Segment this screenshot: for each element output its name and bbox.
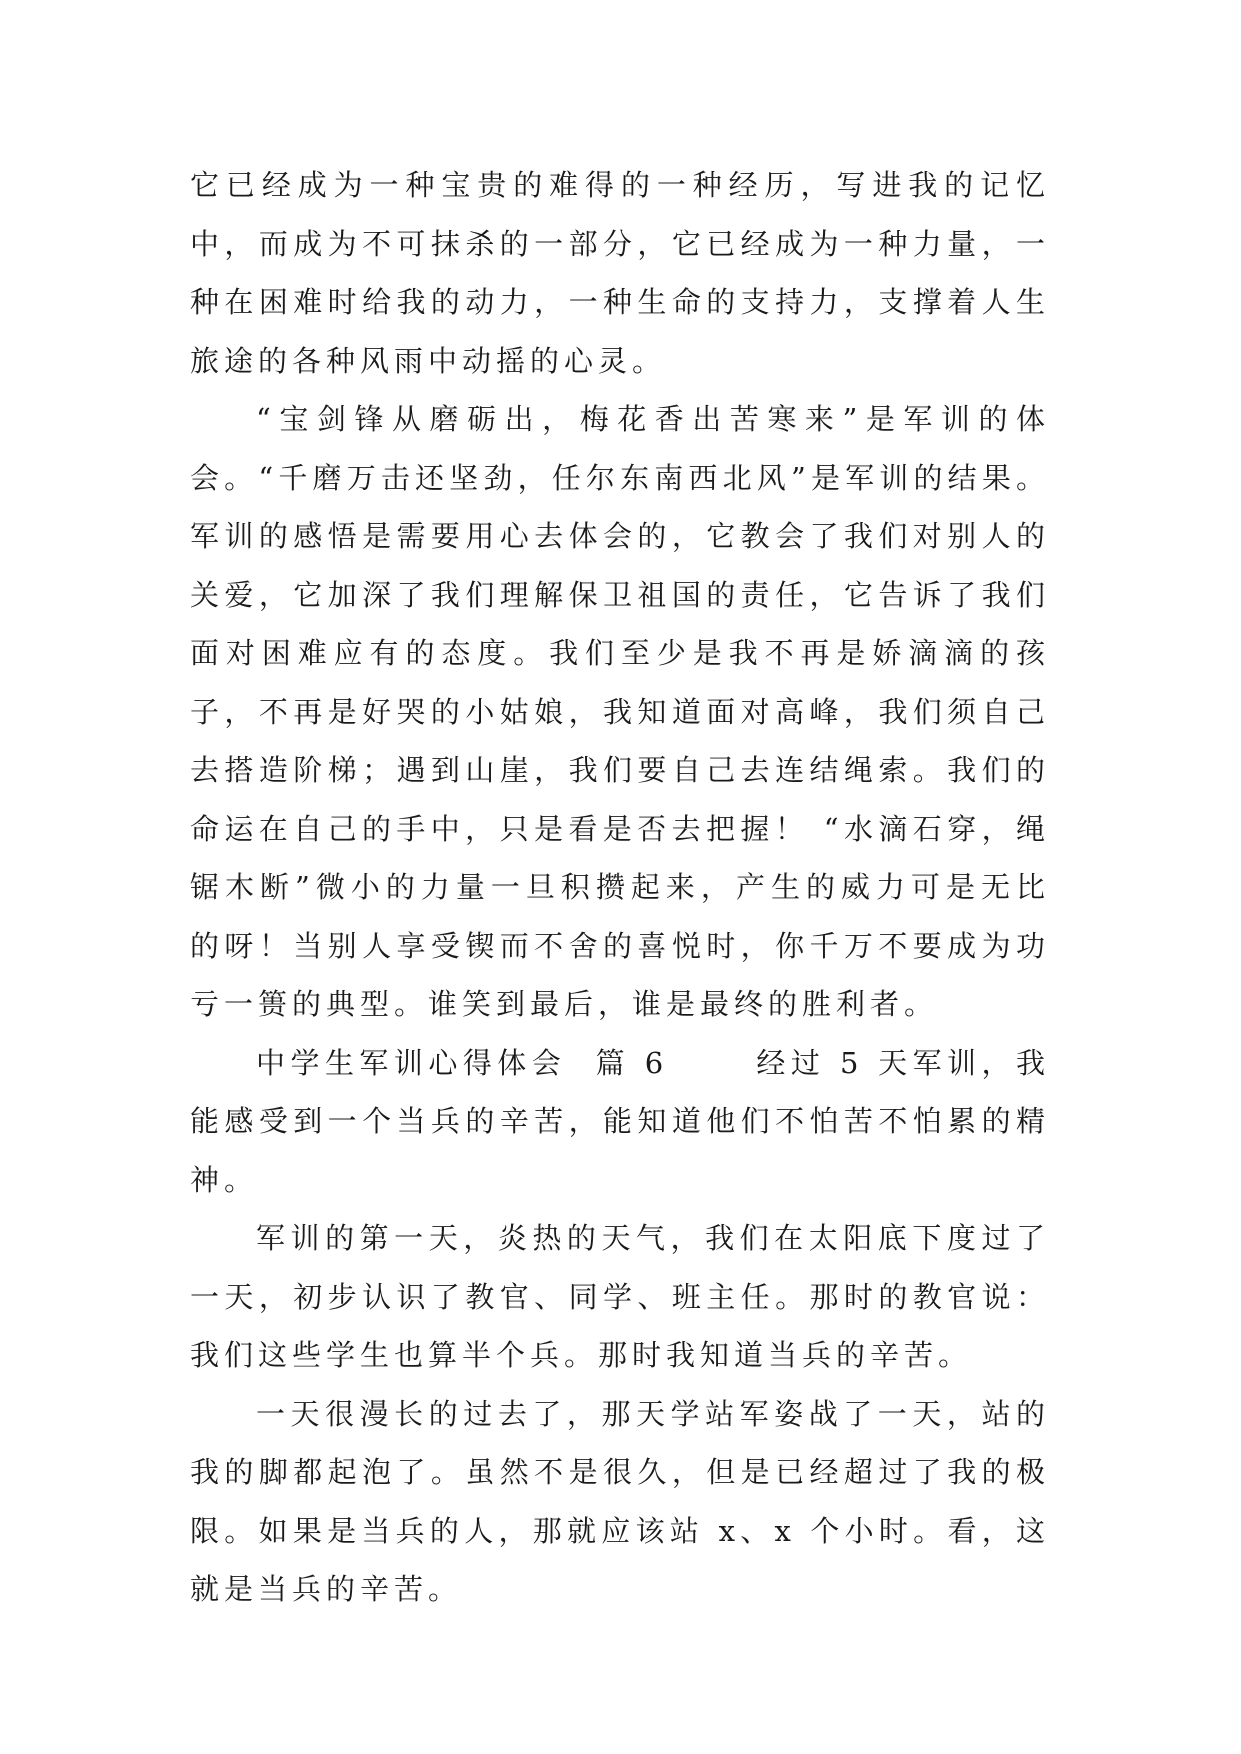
paragraph: 中学生军训心得体会 篇 6 经过 5 天军训，我能感受到一个当兵的辛苦，能知道他们不怕苦不怕累的精神。 xyxy=(190,1045,1050,1197)
document-body xyxy=(190,156,1050,1619)
paragraph: “宝剑锋从磨砺出，梅花香出苦寒来”是军训的体会。“千磨万击还坚劲，任尔东南西北风”是军训的结果。军训的感悟是需要用心去体会的，它教会了我们对别人的关爱，它加深了我们理解保卫祖国的责任，它告诉了我们面对困难应有的态度。我们至少是我不再是娇滴滴的孩子，不再是好哭的小姑娘，我知道面对高峰，我们须自己去搭造阶梯；遇到山崖，我们要自己去连结绳索。我们的命运在自己的手中，只是看是否去把握！ “水滴石穿，绳锯木断”微小的力量一旦积攒起来，产生的威力可是无比的呀！当别人享受锲而不舍的喜悦时，你千万不要成为功亏一篑的典型。谁笑到最后，谁是最终的胜利者。 xyxy=(190,402,1050,1021)
paragraph: 它已经成为一种宝贵的难得的一种经历，写进我的记忆中，而成为不可抹杀的一部分，它已经成为一种力量，一种在困难时给我的动力，一种生命的支持力，支撑着人生旅途的各种风雨中动摇的心灵。 xyxy=(190,168,1050,378)
paragraph: 一天很漫长的过去了，那天学站军姿战了一天，站的我的脚都起泡了。虽然不是很久，但是已经超过了我的极限。如果是当兵的人，那就应该站 x、x 个小时。看，这就是当兵的辛苦。 xyxy=(190,1396,1050,1606)
paragraph: 军训的第一天，炎热的天气，我们在太阳底下度过了一天，初步认识了教官、同学、班主任。那时的教官说：我们这些学生也算半个兵。那时我知道当兵的辛苦。 xyxy=(190,1221,1050,1372)
